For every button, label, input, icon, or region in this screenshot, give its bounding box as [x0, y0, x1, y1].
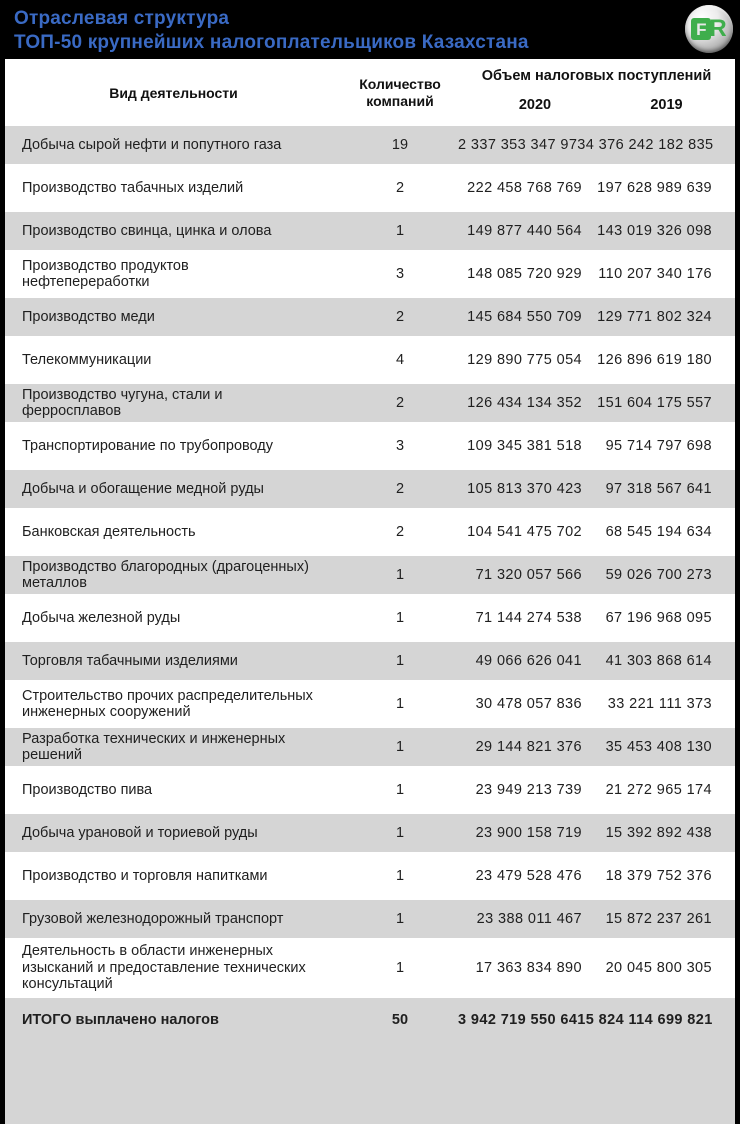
cell-count: 1 [395, 695, 405, 712]
cell-2020: 148 085 720 929 [467, 265, 582, 282]
cell-2019: 18 379 752 376 [605, 867, 712, 884]
table-row [5, 384, 735, 427]
cell-count: 1 [395, 738, 405, 755]
cell-count: 2 [395, 480, 405, 497]
cell-activity: Производство свинца, цинка и олова [22, 222, 272, 239]
cell-2020: 105 813 370 423 [467, 480, 582, 497]
cell-2019: 68 545 194 634 [605, 523, 712, 540]
cell-count: 3 [395, 437, 405, 454]
table-row [5, 642, 735, 685]
cell-2020: 23 479 528 476 [475, 867, 582, 884]
column-header-company-count [342, 59, 458, 126]
cell-count: 1 [395, 652, 405, 669]
cell-2020: 104 541 475 702 [467, 523, 582, 540]
cell-activity: Производство продуктов нефтепереработки [22, 257, 189, 290]
cell-2019: 129 771 802 324 [597, 308, 712, 325]
cell-count: 2 [395, 179, 405, 196]
table-header-row [5, 59, 735, 126]
total-2019: 5 824 114 699 821 [585, 1011, 713, 1028]
table-row [5, 298, 735, 341]
finreview-logo-icon [685, 5, 733, 53]
cell-activity: Добыча урановой и ториевой руды [22, 824, 258, 841]
cell-activity: Добыча сырой нефти и попутного газа [22, 136, 282, 153]
cell-2020: 71 320 057 566 [475, 566, 582, 583]
table-row [5, 470, 735, 513]
column-header-2020: 2020 [518, 97, 552, 113]
column-header-count-line1: Количество [359, 75, 441, 92]
cell-2019: 97 318 567 641 [605, 480, 712, 497]
table-row [5, 728, 735, 771]
cell-2020: 2 337 353 347 973 [458, 136, 586, 153]
cell-activity: Производство чугуна, стали и ферросплавов [22, 386, 223, 419]
cell-2019: 151 604 175 557 [597, 394, 712, 411]
cell-count: 1 [395, 222, 405, 239]
logo-letter-r: R [709, 15, 727, 42]
cell-2019: 21 272 965 174 [605, 781, 712, 798]
table-row [5, 255, 735, 298]
table-row [5, 341, 735, 384]
total-label: ИТОГО выплачено налогов [22, 1011, 219, 1028]
cell-activity: Производство табачных изделий [22, 179, 244, 196]
cell-activity: Производство меди [22, 308, 155, 325]
table-row [5, 771, 735, 814]
cell-count: 19 [391, 136, 409, 153]
cell-2019: 41 303 868 614 [605, 652, 712, 669]
table-row [5, 814, 735, 857]
cell-2019: 35 453 408 130 [605, 738, 712, 755]
cell-2020: 49 066 626 041 [475, 652, 582, 669]
cell-activity: Торговля табачными изделиями [22, 652, 238, 669]
cell-2019: 20 045 800 305 [605, 959, 712, 976]
table-row [5, 212, 735, 255]
cell-2019: 33 221 111 373 [607, 695, 712, 712]
cell-2020: 222 458 768 769 [467, 179, 582, 196]
table-row [5, 513, 735, 556]
cell-2020: 149 877 440 564 [467, 222, 582, 239]
cell-count: 1 [395, 781, 405, 798]
cell-activity: Добыча железной руды [22, 609, 181, 626]
cell-2019: 67 196 968 095 [605, 609, 712, 626]
title-line-1: Отраслевая структура [14, 7, 230, 29]
total-2020: 3 942 719 550 641 [458, 1011, 586, 1028]
cell-2020: 71 144 274 538 [475, 609, 582, 626]
cell-count: 3 [395, 265, 405, 282]
cell-count: 4 [395, 351, 405, 368]
cell-2020: 17 363 834 890 [475, 959, 582, 976]
cell-2019: 15 392 892 438 [605, 824, 712, 841]
cell-activity: Деятельность в области инженерных изысканий и предоставление технических консультаций [22, 943, 306, 992]
cell-2019: 143 019 326 098 [597, 222, 712, 239]
table-row [5, 599, 735, 642]
cell-2019: 4 376 242 182 835 [585, 136, 714, 153]
cell-activity: Производство пива [22, 781, 153, 798]
cell-2020: 126 434 134 352 [467, 394, 582, 411]
column-header-volume-group [458, 59, 735, 126]
cell-activity: Грузовой железнодорожный транспорт [22, 910, 284, 927]
cell-2020: 23 388 011 467 [476, 910, 582, 927]
cell-2019: 110 207 340 176 [598, 265, 712, 282]
table-row [5, 169, 735, 212]
column-header-2019: 2019 [650, 97, 683, 113]
cell-count: 2 [395, 394, 405, 411]
page-title [0, 5, 529, 55]
cell-count: 2 [395, 523, 405, 540]
table-row [5, 685, 735, 728]
cell-2020: 129 890 775 054 [467, 351, 582, 368]
table-row [5, 126, 735, 169]
cell-2020: 29 144 821 376 [475, 738, 582, 755]
table-row [5, 943, 735, 998]
cell-activity: Транспортирование по трубопроводу [22, 437, 274, 454]
cell-2019: 15 872 237 261 [605, 910, 712, 927]
cell-count: 1 [395, 867, 405, 884]
cell-count: 1 [395, 824, 405, 841]
logo-letter-f: F [691, 18, 711, 40]
column-header-tax-volume: Объем налоговых поступлений [481, 68, 712, 84]
table-body [5, 126, 735, 1124]
cell-count: 1 [395, 910, 405, 927]
cell-activity: Разработка технических и инженерных решений [22, 730, 286, 763]
cell-2019: 126 896 619 180 [597, 351, 712, 368]
cell-activity: Банковская деятельность [22, 523, 196, 540]
cell-activity: Производство и торговля напитками [22, 867, 268, 884]
column-header-years [458, 97, 735, 113]
cell-2020: 23 900 158 719 [475, 824, 582, 841]
cell-count: 1 [395, 609, 405, 626]
cell-count: 2 [395, 308, 405, 325]
header [0, 0, 740, 59]
table-total-row [5, 998, 735, 1124]
table-row [5, 857, 735, 900]
table-row [5, 556, 735, 599]
cell-2020: 145 684 550 709 [467, 308, 582, 325]
total-count: 50 [391, 1011, 409, 1028]
cell-2019: 197 628 989 639 [597, 179, 712, 196]
title-line-2: ТОП-50 крупнейших налогоплательщиков Казахстана [14, 31, 529, 53]
cell-2019: 95 714 797 698 [605, 437, 712, 454]
table-row [5, 427, 735, 470]
cell-2020: 109 345 381 518 [467, 437, 582, 454]
column-header-count-line2: компаний [366, 92, 434, 109]
cell-activity: Производство благородных (драгоценных) металлов [22, 558, 309, 591]
cell-2020: 23 949 213 739 [475, 781, 582, 798]
cell-2019: 59 026 700 273 [605, 566, 712, 583]
cell-activity: Добыча и обогащение медной руды [22, 480, 264, 497]
table-panel [5, 59, 735, 1124]
cell-count: 1 [395, 566, 405, 583]
cell-count: 1 [395, 959, 405, 976]
table-row [5, 900, 735, 943]
cell-activity: Строительство прочих распределительных инженерных сооружений [22, 687, 313, 720]
cell-activity: Телекоммуникации [22, 351, 152, 368]
cell-2020: 30 478 057 836 [475, 695, 582, 712]
column-header-activity: Вид деятельности [109, 84, 238, 101]
